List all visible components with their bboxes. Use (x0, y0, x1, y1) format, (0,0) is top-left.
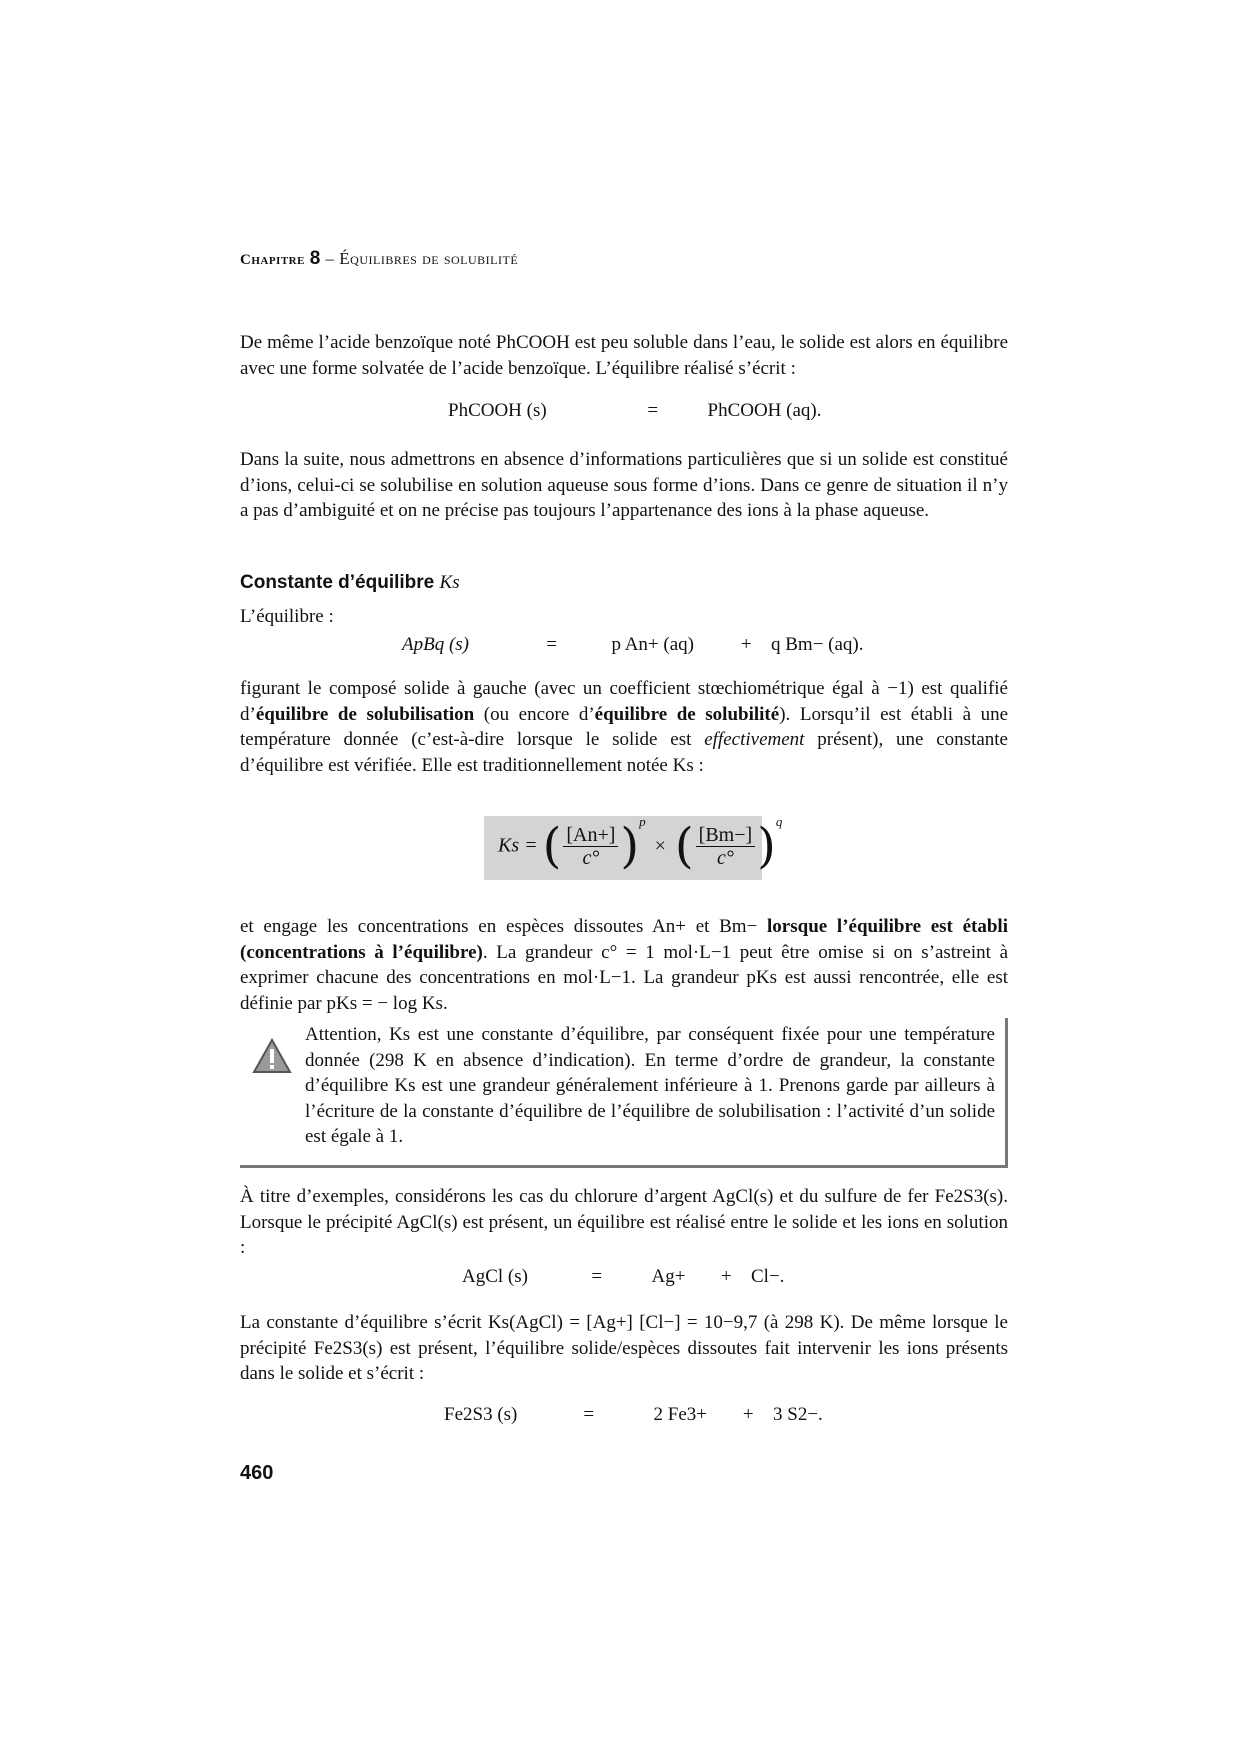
para4-b1: lorsque l’équilibre est établi (concentrations à l’équilibre) (240, 916, 1008, 963)
para4-t1: et engage les concentrations en espèces dissoutes An+ et Bm− (240, 916, 768, 937)
eq1-left: PhCOOH (s) (448, 400, 547, 421)
paragraph-solubilisation (240, 676, 1008, 778)
warning-rule-bottom (240, 1165, 1008, 1168)
warning-text: Attention, Ks est une constante d’équilibre, par conséquent fixée pour une température donnée (298 K en absence d’indication). En terme d’ordre de grandeur, la constante d’équilibre Ks est une grandeur généralement inférieure à 1. Prenons garde par ailleurs à l’écriture de la constante d’équilibre de l’équilibre de solubilisation : l’activité d’un solide est égale à 1. (305, 1024, 995, 1147)
eq3-right2: Cl−. (751, 1266, 785, 1287)
eq4-right1: 2 Fe3+ (653, 1404, 707, 1425)
paragraph-examples: À titre d’exemples, considérons les cas du chlorure d’argent AgCl(s) et du sulfure de fer Fe2S3(s). Lorsque le précipité AgCl(s) est présent, un équilibre est réalisé entre le solide et les ions en solution : (240, 1186, 1008, 1258)
section-symbol: Ks (439, 572, 460, 593)
paragraph-agcl-constant: La constante d’équilibre s’écrit Ks(AgCl) = [Ag+] [Cl−] = 10−9,7 (à 298 K). De même lorsque le précipité Fe2S3(s) est présent, l’équilibre solide/espèces dissoutes fait intervenir les ions présents dans le solide et s’écrit : (240, 1312, 1008, 1384)
para3-i1: effectivement (704, 729, 805, 750)
para3-b1: équilibre de solubilisation (255, 703, 475, 725)
paragraph-convention: Dans la suite, nous admettrons en absence d’informations particulières que si un solide est constitué d’ions, celui-ci se solubilise en solution aqueuse sous forme d’ions. Dans ce genre de situation il n’y a pas d’ambiguité et on ne précise pas toujours l’appartenance des ions à la phase aqueuse. (240, 449, 1008, 521)
eq4-plus: + (742, 1404, 754, 1425)
ks-formula-box (484, 814, 783, 880)
fraction-1-numerator: [An+] (563, 824, 618, 847)
para3-t2: (ou encore d’ (474, 703, 595, 725)
chapter-separator: – (325, 249, 335, 268)
equilibre-label: L’équilibre : (240, 606, 334, 627)
paren-open-2: ( (674, 818, 694, 874)
equation-fe2s3 (444, 1404, 823, 1426)
eq3-sign: = (591, 1266, 603, 1287)
paragraph-benzoic-acid: De même l’acide benzoïque noté PhCOOH est peu soluble dans l’eau, le solide est alors en équilibre avec une forme solvatée de l’acide benzoïque. L’équilibre réalisé s’écrit : (240, 332, 1008, 379)
fraction-1-denominator: c° (582, 846, 600, 869)
paragraph-concentrations (240, 914, 1008, 1016)
page-number: 460 (240, 1462, 274, 1484)
eq2-right2: q Bm− (aq). (771, 634, 864, 655)
fraction-1 (563, 824, 618, 869)
times-sign: × (654, 834, 666, 857)
exponent-p: p (639, 814, 646, 829)
warning-box (240, 1018, 1008, 1168)
eq2-left: ApBq (s) (402, 634, 470, 655)
exponent-q: q (775, 814, 783, 829)
fraction-2-denominator: c° (716, 846, 734, 869)
chapter-number: 8 (309, 248, 321, 269)
chapter-label: Chapitre (240, 252, 305, 268)
ks-formula (498, 814, 783, 874)
para3-t3: ). Lorsqu’il est établi à une température donnée (c’est-à-dire lorsque le solide est (240, 703, 1009, 750)
eq3-plus: + (720, 1266, 732, 1287)
chapter-title: Équilibres de solubilité (339, 249, 519, 268)
warning-triangle-icon (252, 1038, 292, 1074)
para3-t1: figurant le composé solide à gauche (avec un coefficient stœchiométrique égal à −1) est qualifié d’ (240, 678, 1008, 725)
paren-close-2: ) (757, 818, 776, 874)
paren-open-1: ( (542, 818, 562, 874)
eq1-sign: = (647, 400, 659, 421)
para3-b2: équilibre de solubilité (594, 703, 780, 725)
warning-rule-right (1005, 1018, 1008, 1166)
equation-general (402, 634, 864, 656)
equation-benzoic (448, 400, 822, 422)
paren-close-1: ) (620, 818, 640, 874)
eq2-right1: p An+ (aq) (611, 634, 694, 655)
para4-t2: . La grandeur c° = 1 mol·L−1 peut être omise si on s’astreint à exprimer chacune des concentrations en mol·L−1. La grandeur pKs est aussi rencontrée, elle est définie par pKs = − log Ks. (240, 941, 1008, 1014)
para3-t4: présent), une constante d’équilibre est vérifiée. Elle est traditionnellement notée Ks : (240, 729, 1008, 776)
equation-agcl (462, 1266, 784, 1288)
eq2-sign: = (546, 634, 558, 655)
eq2-plus: + (740, 634, 752, 655)
eq4-left: Fe2S3 (s) (444, 1404, 518, 1425)
fraction-2-numerator: [Bm−] (696, 824, 756, 847)
eq4-sign: = (583, 1404, 595, 1425)
running-head (240, 248, 518, 270)
eq4-right2: 3 S2−. (773, 1404, 823, 1425)
eq3-right1: Ag+ (651, 1266, 686, 1287)
eq1-right: PhCOOH (aq). (707, 400, 822, 421)
eq3-left: AgCl (s) (462, 1266, 528, 1287)
section-title (240, 572, 460, 594)
ks-lhs: Ks = (498, 834, 538, 857)
section-title-text: Constante d’équilibre (240, 572, 435, 593)
fraction-2 (696, 824, 756, 869)
